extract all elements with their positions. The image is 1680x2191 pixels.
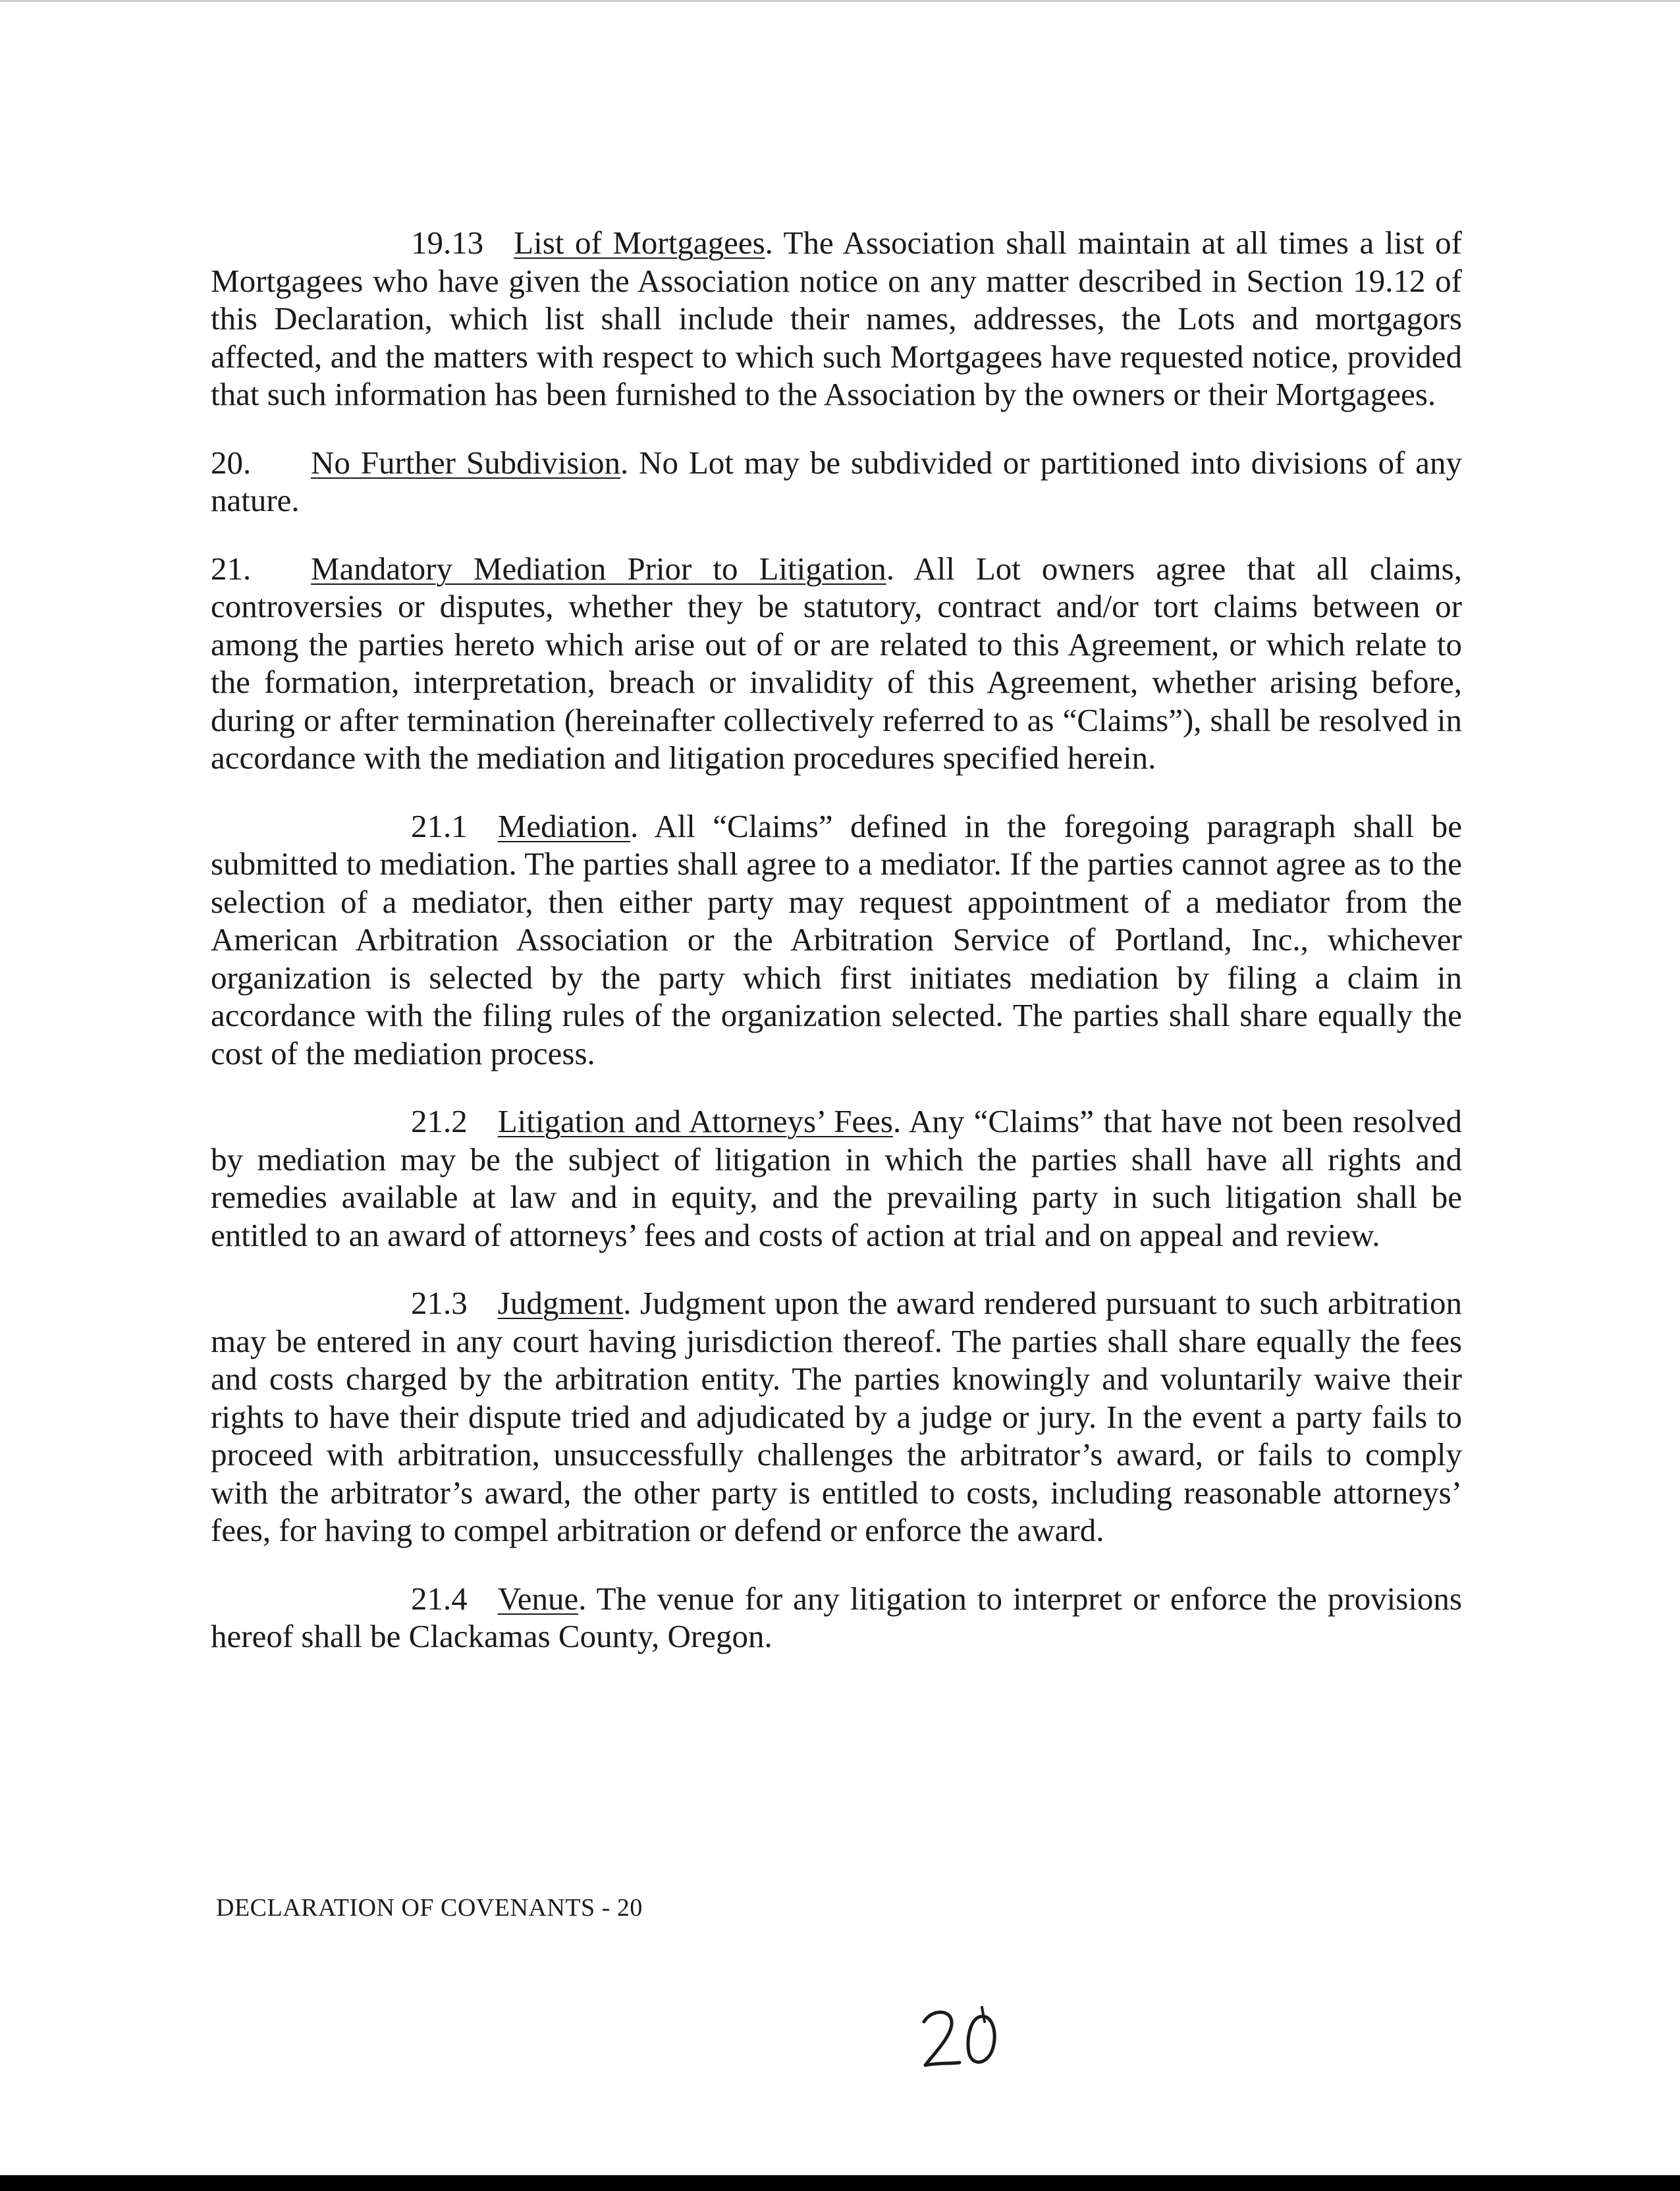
section-21-3: 21.3 Judgment. Judgment upon the award rendered pursuant to such arbitration may be entered in any court having jurisdiction thereof. The parties shall share equally the fees and costs charged by the arbitration entity. The parties knowingly and voluntarily waive their rights to have their dispute tried and adjudicated by a judge or jury. In the event a party fails to proceed with arbitration, unsuccessfully challenges the arbitrator’s award, or fails to comply with the arbitrator’s award, the other party is entitled to costs, including reasonable attorneys’ fees, for having to compel arbitration or defend or enforce the award. bbox=[211, 1285, 1462, 1548]
section-heading: Mandatory Mediation Prior to Litigation bbox=[311, 550, 886, 587]
section-heading: List of Mortgagees bbox=[514, 225, 765, 261]
section-body: The venue for any litigation to interpret or enforce the provisions hereof shall be Clackamas County, Oregon. bbox=[211, 1580, 1462, 1654]
section-number: 21. bbox=[211, 550, 252, 587]
page-bottom-edge bbox=[0, 2175, 1680, 2191]
section-21-2: 21.2 Litigation and Attorneys’ Fees. Any “Claims” that have not been resolved by mediation may be the subject of litigation in which the parties shall have all rights and remedies available at law and in equity, and the prevailing party in such litigation shall be entitled to an award of attorneys’ fees and costs of action at trial and on appeal and review. bbox=[211, 1103, 1462, 1253]
section-number: 19.13 bbox=[411, 225, 484, 261]
section-21: 21. Mandatory Mediation Prior to Litigation. All Lot owners agree that all claims, controversies or disputes, whether they be statutory, contract and/or tort claims between or among the parties hereto which arise out of or are related to this Agreement, or which relate to the formation, interpretation, breach or invalidity of this Agreement, whether arising before, during or after termination (hereinafter collectively referred to as “Claims”), shall be resolved in accordance with the mediation and litigation procedures specified herein. bbox=[211, 550, 1462, 776]
section-body: No Lot may be subdivided or partitioned into divisions of any nature. bbox=[211, 444, 1463, 518]
section-heading: Judgment bbox=[497, 1285, 624, 1321]
section-20: 20. No Further Subdivision. No Lot may be subdivided or partitioned into divisions of any nature. bbox=[211, 444, 1463, 518]
section-body: The Association shall maintain at all times a list of Mortgagees who have given the Association notice on any matter described in Section 19.12 of this Declaration, which list shall include their names, addresses, the Lots and mortgagors affected, and the matters with respect to which such Mortgagees have requested notice, provided that such information has been furnished to the Association by the owners or their Mortgagees. bbox=[211, 225, 1462, 412]
section-number: 21.1 bbox=[411, 807, 468, 844]
section-number: 21.3 bbox=[411, 1285, 468, 1321]
document-body bbox=[211, 224, 1462, 1686]
page-top-edge bbox=[0, 0, 1680, 2]
section-21-4: 21.4 Venue. The venue for any litigation to interpret or enforce the provisions hereof shall be Clackamas County, Oregon. bbox=[211, 1580, 1462, 1654]
section-number: 20. bbox=[211, 444, 252, 481]
section-heading: Litigation and Attorneys’ Fees bbox=[497, 1103, 893, 1139]
section-21-1: 21.1 Mediation. All “Claims” defined in the foregoing paragraph shall be submitted to mediation. The parties shall agree to a mediator. If the parties cannot agree as to the selection of a mediator, then either party may request appointment of a mediator from the American Arbitration Association or the Arbitration Service of Portland, Inc., whichever organization is selected by the party which first initiates mediation by filing a claim in accordance with the filing rules of the organization selected. The parties shall share equally the cost of the mediation process. bbox=[211, 807, 1462, 1071]
section-heading: Mediation bbox=[497, 807, 631, 844]
section-body: Any “Claims” that have not been resolved by mediation may be the subject of litigation in which the parties shall have all rights and remedies available at law and in equity, and the prevailing party in such litigation shall be entitled to an award of attorneys’ fees and costs of action at trial and on appeal and review. bbox=[211, 1103, 1462, 1253]
section-number: 21.4 bbox=[411, 1580, 468, 1617]
section-number: 21.2 bbox=[411, 1103, 468, 1139]
page-footer: DECLARATION OF COVENANTS - 20 bbox=[216, 1894, 643, 1922]
section-body: All “Claims” defined in the foregoing paragraph shall be submitted to mediation. The parties shall agree to a mediator. If the parties cannot agree as to the selection of a mediator, then either party may request appointment of a mediator from the American Arbitration Association or the Arbitration Service of Portland, Inc., whichever organization is selected by the party which first initiates mediation by filing a claim in accordance with the filing rules of the organization selected. The parties shall share equally the cost of the mediation process. bbox=[211, 807, 1462, 1071]
section-heading: No Further Subdivision bbox=[311, 444, 620, 481]
section-19-13: 19.13 List of Mortgagees. The Association shall maintain at all times a list of Mortgagees who have given the Association notice on any matter described in Section 19.12 of this Declaration, which list shall include their names, addresses, the Lots and mortgagors affected, and the matters with respect to which such Mortgagees have requested notice, provided that such information has been furnished to the Association by the owners or their Mortgagees. bbox=[211, 225, 1462, 412]
section-body: Judgment upon the award rendered pursuant to such arbitration may be entered in any court having jurisdiction thereof. The parties shall share equally the fees and costs charged by the arbitration entity. The parties knowingly and voluntarily waive their rights to have their dispute tried and adjudicated by a judge or jury. In the event a party fails to proceed with arbitration, unsuccessfully challenges the arbitrator’s award, or fails to comply with the arbitrator’s award, the other party is entitled to costs, including reasonable attorneys’ fees, for having to compel arbitration or defend or enforce the award. bbox=[211, 1285, 1462, 1548]
handwritten-page-number bbox=[919, 2002, 1004, 2074]
section-body: All Lot owners agree that all claims, controversies or disputes, whether they be statutory, contract and/or tort claims between or among the parties hereto which arise out of or are related to this Agreement, or which relate to the formation, interpretation, breach or invalidity of this Agreement, whether arising before, during or after termination (hereinafter collectively referred to as “Claims”), shall be resolved in accordance with the mediation and litigation procedures specified herein. bbox=[211, 550, 1462, 776]
section-heading: Venue bbox=[497, 1580, 579, 1617]
